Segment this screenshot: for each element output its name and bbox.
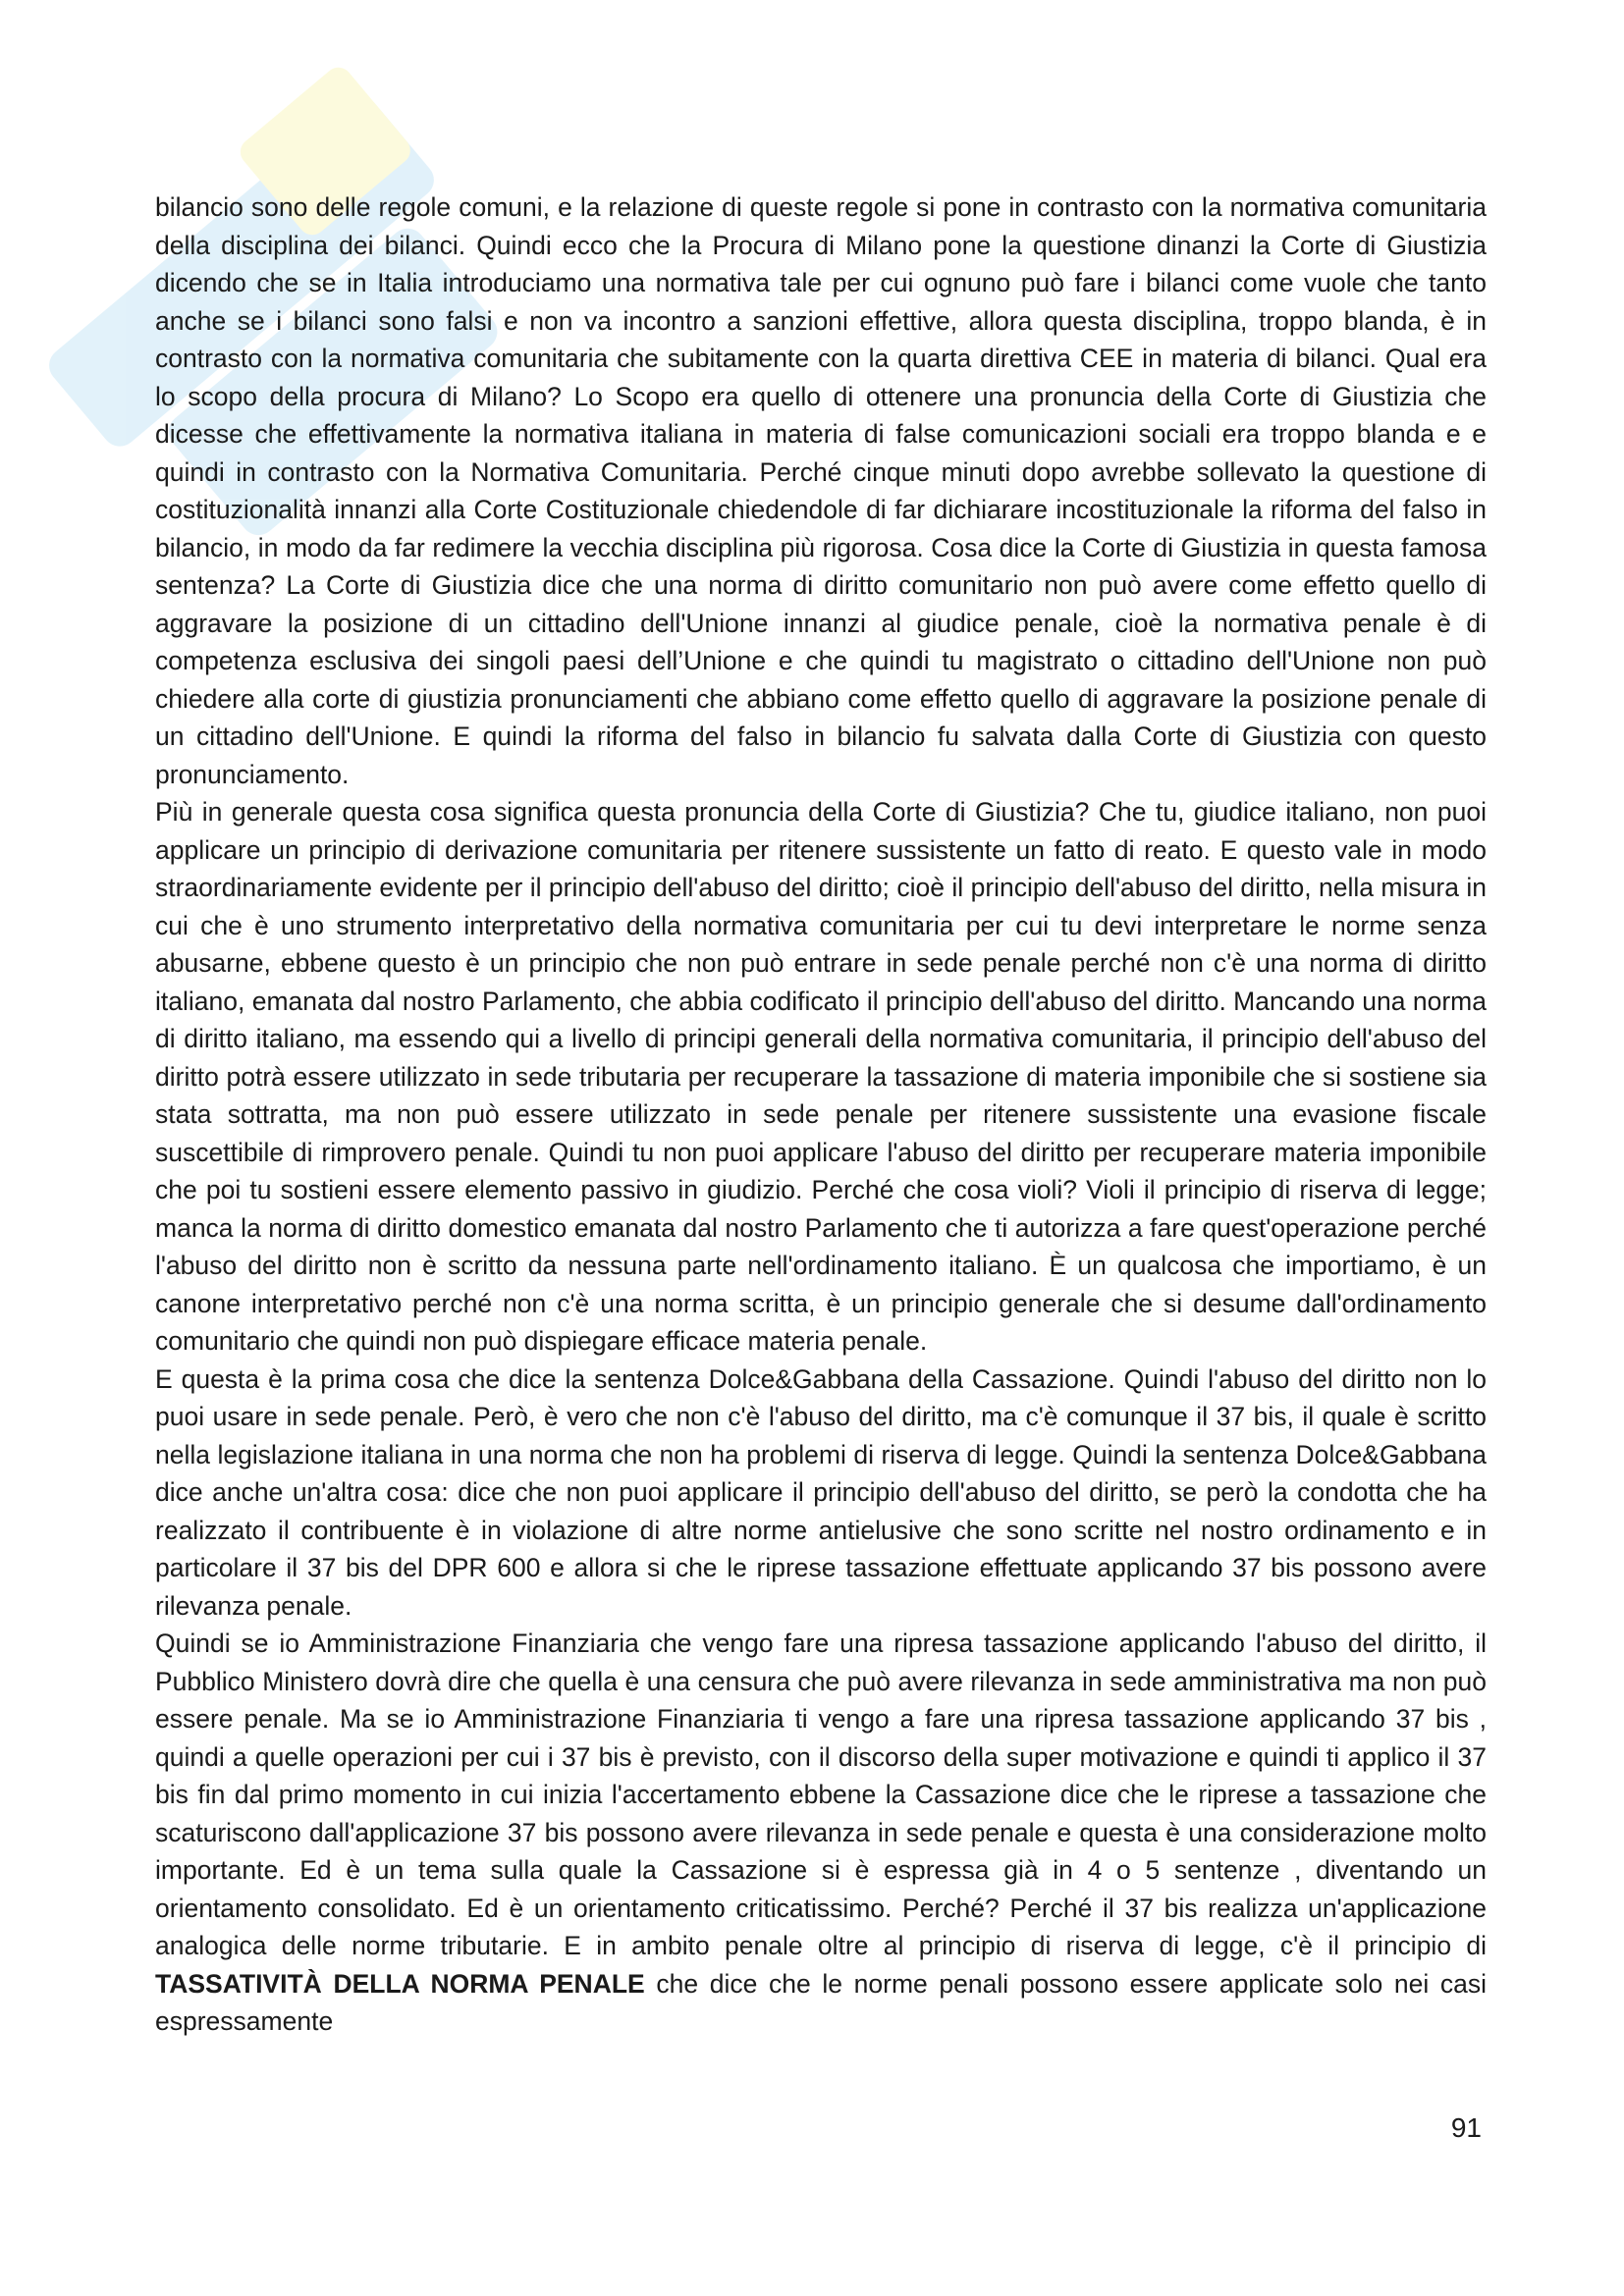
paragraph-2: Più in generale questa cosa significa questa pronuncia della Corte di Giustizia? Che tu, giudice italiano, non puoi applicare un principio di derivazione comunitaria per ritenere sussistente un fatto di reato. E questo vale in modo straordinariamente evidente per il principio dell'abuso del diritto; cioè il principio dell'abuso del diritto, nella misura in cui che è uno strumento interpretativo della normativa comunitaria per cui tu devi interpretare le norme senza abusarne, ebbene questo è un principio che non può entrare in sede penale perché non c'è una norma di diritto italiano, emanata dal nostro Parlamento, che abbia codificato il principio dell'abuso del diritto. Mancando una norma di diritto italiano, ma essendo qui a livello di principi generali della normativa comunitaria, il principio dell'abuso del diritto potrà essere utilizzato in sede tributaria per recuperare la tassazione di materia imponibile che si sostiene sia stata sottratta, ma non può essere utilizzato in sede penale per ritenere sussistente una evasione fiscale suscettibile di rimprovero penale. Quindi tu non puoi applicare l'abuso del diritto per recuperare materia imponibile che poi tu sostieni essere elemento passivo in giudizio. Perché che cosa violi? Violi il principio di riserva di legge; manca la norma di diritto domestico emanata dal nostro Parlamento che ti autorizza a fare quest'operazione perché l'abuso del diritto non è scritto da nessuna parte nell'ordinamento italiano. È un qualcosa che importiamo, è un canone interpretativo perché non c'è una norma scritta, è un principio generale che si desume dall'ordinamento comunitario che quindi non può dispiegare efficace materia penale. — [155, 797, 1487, 1356]
paragraph-1: bilancio sono delle regole comuni, e la relazione di queste regole si pone in contrasto con la normativa comunitaria della disciplina dei bilanci. Quindi ecco che la Procura di Milano pone la questione dinanzi la Corte di Giustizia dicendo che se in Italia introduciamo una normativa tale per cui ognuno può fare i bilanci come vuole che tanto anche se i bilanci sono falsi e non va incontro a sanzioni effettive, allora questa disciplina, troppo blanda, è in contrasto con la normativa comunitaria che subitamente con la quarta direttiva CEE in materia di bilanci. Qual era lo scopo della procura di Milano? Lo Scopo era quello di ottenere una pronuncia della Corte di Giustizia che dicesse che effettivamente la normativa italiana in materia di false comunicazioni sociali era troppo blanda e e quindi in contrasto con la Normativa Comunitaria. Perché cinque minuti dopo avrebbe sollevato la questione di costituzionalità innanzi alla Corte Costituzionale chiedendole di far dichiarare incostituzionale la riforma del falso in bilancio, in modo da far redimere la vecchia disciplina più rigorosa. Cosa dice la Corte di Giustizia in questa famosa sentenza? La Corte di Giustizia dice che una norma di diritto comunitario non può avere come effetto quello di aggravare la posizione di un cittadino dell'Unione innanzi al giudice penale, cioè la normativa penale è di competenza esclusiva dei singoli paesi dell’Unione e che quindi tu magistrato o cittadino dell'Unione non può chiedere alla corte di giustizia pronunciamenti che abbiano come effetto quello di aggravare la posizione penale di un cittadino dell'Unione. E quindi la riforma del falso in bilancio fu salvata dalla Corte di Giustizia con questo pronunciamento. — [155, 192, 1487, 789]
paragraph-4-text-after: che dice che le norme penali possono essere applicate solo nei casi espressamente — [155, 1968, 1487, 2036]
paragraph-4-text-before: Quindi se io Amministrazione Finanziaria che vengo fare una ripresa tassazione applicando l'abuso del diritto, il Pubblico Ministero dovrà dire che quella è una censura che può avere rilevanza in sede amministrativa ma non può essere penale. Ma se io Amministrazione Finanziaria ti vengo a fare una ripresa tassazione applicando 37 bis , quindi a quelle operazioni per cui i 37 bis è previsto, con il discorso della super motivazione e quindi ti applico il 37 bis fin dal primo momento in cui inizia l'accertamento ebbene la Cassazione dice che le riprese a tassazione che scaturiscono dall'applicazione 37 bis possono avere rilevanza in sede penale e questa è una considerazione molto importante. Ed è un tema sulla quale la Cassazione si è espressa già in 4 o 5 sentenze , diventando un orientamento consolidato. Ed è un orientamento criticatissimo. Perché? Perché il 37 bis realizza un'applicazione analogica delle norme tributarie. E in ambito penale oltre al principio di riserva di legge, c'è il principio di — [155, 1629, 1487, 1960]
paragraph-4 — [155, 1625, 1487, 2041]
paragraph-3: E questa è la prima cosa che dice la sentenza Dolce&Gabbana della Cassazione. Quindi l'abuso del diritto non lo puoi usare in sede penale. Però, è vero che non c'è l'abuso del diritto, ma c'è comunque il 37 bis, il quale è scritto nella legislazione italiana in una norma che non ha problemi di riserva di legge. Quindi la sentenza Dolce&Gabbana dice anche un'altra cosa: dice che non puoi applicare il principio dell'abuso del diritto, se però la condotta che ha realizzato il contribuente è in violazione di altre norme antielusive che sono scritte nel nostro ordinamento e in particolare il 37 bis del DPR 600 e allora si che le riprese tassazione effettuate applicando 37 bis possono avere rilevanza penale. — [155, 1363, 1487, 1621]
paragraph-4-bold-term: TASSATIVITÀ DELLA NORMA PENALE — [155, 1968, 645, 1999]
document-page — [155, 188, 1487, 2041]
page-number: 91 — [1450, 2112, 1482, 2143]
